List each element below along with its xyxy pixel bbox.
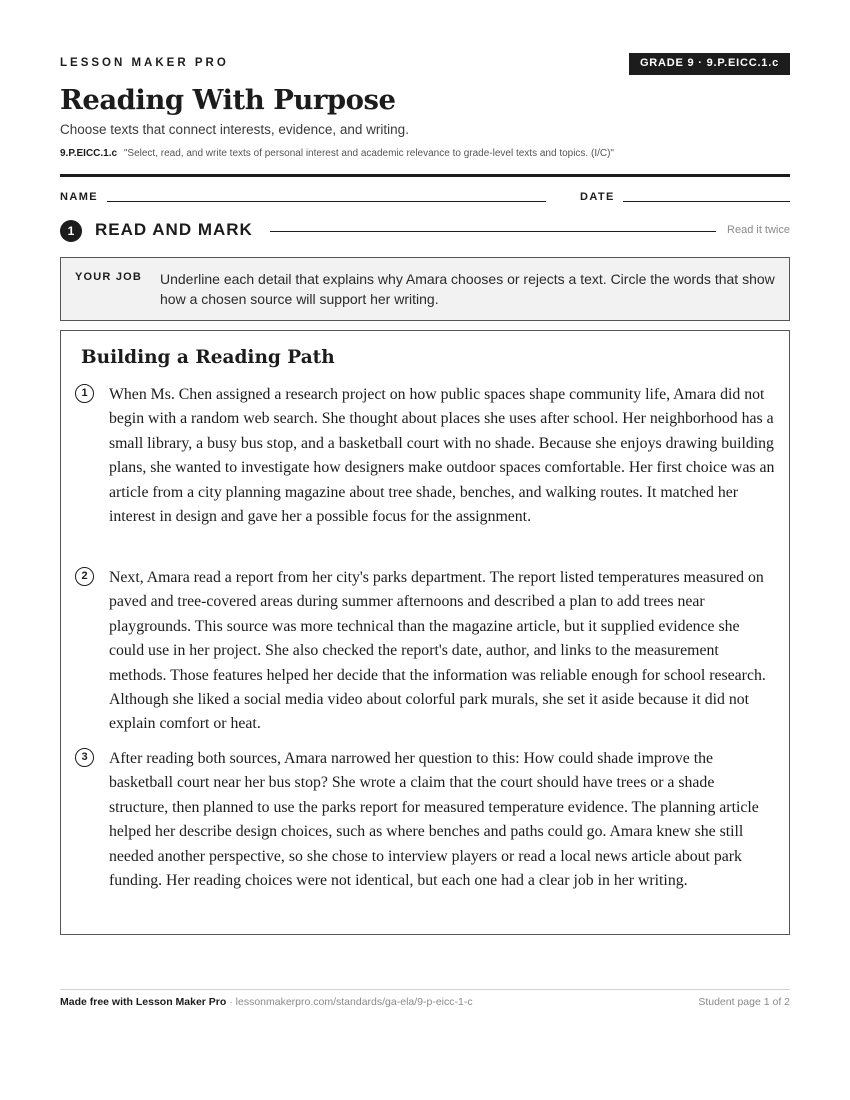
grade-badge: GRADE 9 · 9.P.EICC.1.c — [629, 53, 790, 75]
passage-title: Building a Reading Path — [81, 347, 335, 368]
date-field-line[interactable] — [623, 201, 790, 202]
reading-passage — [60, 330, 790, 935]
footer-credit — [60, 996, 473, 1008]
section-note: Read it twice — [727, 224, 790, 236]
date-label: DATE — [580, 191, 615, 203]
brand-name: LESSON MAKER PRO — [60, 57, 229, 69]
paragraph-number: 2 — [75, 567, 94, 586]
name-field-line[interactable] — [107, 201, 546, 202]
footer-url[interactable]: · lessonmakerpro.com/standards/ga-ela/9-p-eicc-1-c — [229, 996, 473, 1008]
page-title: Reading With Purpose — [60, 84, 396, 116]
your-job-label: YOUR JOB — [75, 271, 143, 283]
section-divider — [270, 231, 716, 232]
footer-divider — [60, 989, 790, 990]
your-job-box — [60, 257, 790, 321]
standard-line — [60, 148, 614, 159]
header-divider — [60, 174, 790, 177]
paragraph-number: 1 — [75, 384, 94, 403]
name-label: NAME — [60, 191, 98, 203]
paragraph-number: 3 — [75, 748, 94, 767]
section-title: READ AND MARK — [95, 220, 253, 239]
paragraph-text: After reading both sources, Amara narrowed her question to this: How could shade improve the basketball court near her bus stop? She wrote a claim that the court should have trees or a shade structure, then planned to use the parks report for measured temperature evidence. The planning article helped her describe design choices, such as where benches and paths could go. Amara knew she still needed another perspective, so she chose to interview players or read a local news article about park funding. Her reading choices were not identical, but each one had a clear job in her writing. — [109, 750, 759, 890]
section-number-badge: 1 — [60, 220, 82, 242]
footer-made-with: Made free with Lesson Maker Pro — [60, 996, 227, 1008]
standard-text: "Select, read, and write texts of personal interest and academic relevance to grade-level texts and topics. (I/C)" — [123, 148, 614, 159]
page-subtitle: Choose texts that connect interests, evidence, and writing. — [60, 122, 409, 137]
paragraph-text: When Ms. Chen assigned a research project on how public spaces shape community life, Amara did not begin with a random web search. She thought about places she uses after school. Her neighborhood has a small library, a busy bus stop, and a basketball court with no shade. Because she enjoys drawing building plans, she wanted to investigate how designers make outdoor spaces comfortable. Her first choice was an article from a city planning magazine about tree shade, benches, and walking routes. It matched her interest in design and gave her a possible focus for the assignment. — [109, 386, 775, 526]
your-job-instructions: Underline each detail that explains why Amara chooses or rejects a text. Circle the words that show how a chosen source will support her writing. — [160, 271, 775, 307]
paragraph-text: Next, Amara read a report from her city's parks department. The report listed temperatures measured on paved and tree-covered areas during summer afternoons and described a plan to add trees near playgrounds. This source was more technical than the magazine article, but it supplied evidence she could use in her project. She also checked the report's date, author, and links to the measurement methods. Those features helped her decide that the information was reliable enough for school research. Although she liked a social media video about colorful park murals, she set it aside because it did not explain comfort or heat. — [109, 569, 766, 733]
footer-page-number: Student page 1 of 2 — [698, 996, 790, 1008]
standard-code: 9.P.EICC.1.c — [60, 148, 118, 159]
